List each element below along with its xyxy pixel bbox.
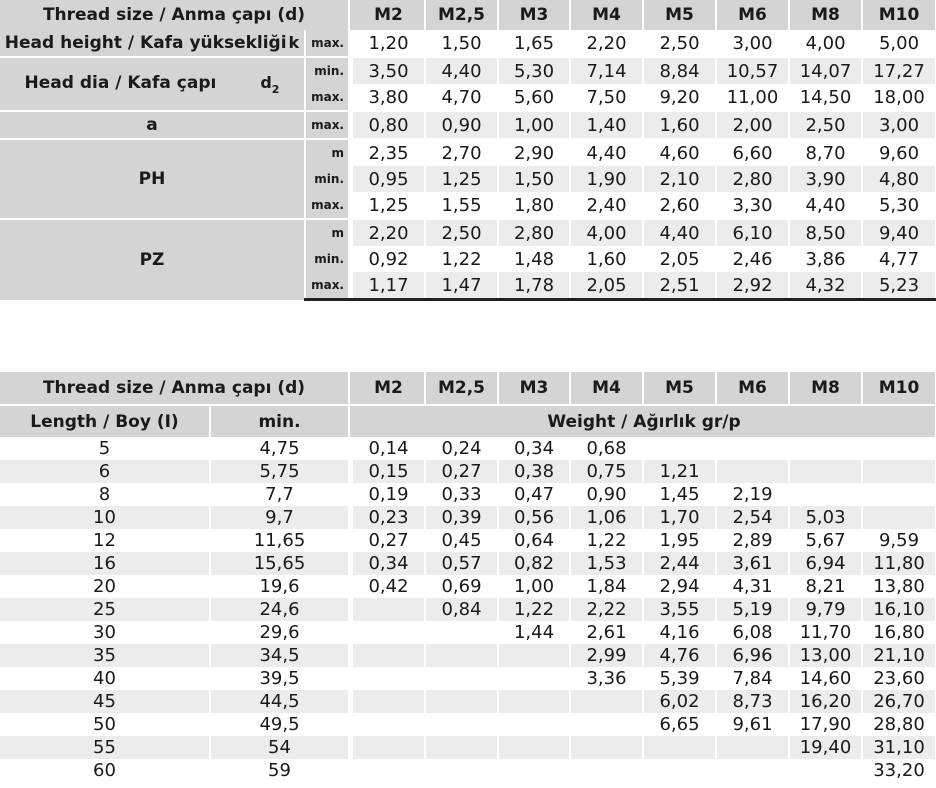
min-cell: 49,5	[210, 713, 349, 736]
weight-row	[0, 621, 936, 644]
weight-cell	[789, 483, 862, 506]
value-cell: 4,00	[789, 30, 862, 57]
head-height-text: Head height / Kafa yüksekliği	[4, 33, 287, 53]
value-cell: 4,77	[862, 246, 936, 272]
head-dia-text: Head dia / Kafa çapı	[24, 72, 217, 93]
weight-row	[0, 506, 936, 529]
min-cell: 29,6	[210, 621, 349, 644]
qualifier-label: min.	[305, 246, 349, 272]
weight-cell	[353, 667, 425, 690]
weight-cell: 1,70	[643, 506, 716, 529]
weight-row	[0, 598, 936, 621]
weight-cell: 0,27	[425, 460, 498, 483]
dimensions-body	[0, 0, 936, 300]
weight-cell	[353, 736, 425, 759]
head-dia-symbol-main: d	[260, 72, 272, 92]
weight-cell: 1,00	[498, 575, 570, 598]
value-cell: 9,40	[862, 219, 936, 246]
weight-cell	[425, 644, 498, 667]
weight-cell: 3,55	[643, 598, 716, 621]
min-cell: 39,5	[210, 667, 349, 690]
qualifier-label: max.	[305, 30, 349, 57]
weight-cell: 4,16	[643, 621, 716, 644]
value-cell: 1,60	[570, 246, 643, 272]
weights-subheader-row	[0, 405, 936, 437]
value-cell: 0,92	[353, 246, 425, 272]
value-cell: 1,55	[425, 192, 498, 219]
size-header: M6	[716, 0, 789, 30]
head-height-row	[0, 30, 936, 57]
weight-cell: 1,53	[570, 552, 643, 575]
value-cell: 2,46	[716, 246, 789, 272]
weight-cell: 0,82	[498, 552, 570, 575]
weight-cell: 8,73	[716, 690, 789, 713]
length-cell: 30	[0, 621, 210, 644]
size-header: M5	[643, 0, 716, 30]
weight-cell	[498, 713, 570, 736]
weight-cell: 2,19	[716, 483, 789, 506]
weight-cell	[498, 736, 570, 759]
qualifier-label: min.	[305, 57, 349, 84]
weight-cell: 17,90	[789, 713, 862, 736]
length-cell: 40	[0, 667, 210, 690]
weight-cell: 0,69	[425, 575, 498, 598]
size-header: M2,5	[425, 372, 498, 405]
weight-cell: 4,76	[643, 644, 716, 667]
weight-cell	[862, 506, 936, 529]
weight-label: Weight / Ağırlık gr/p	[353, 405, 936, 437]
weight-cell: 0,34	[353, 552, 425, 575]
weight-cell	[716, 437, 789, 460]
size-header: M3	[498, 372, 570, 405]
weight-cell	[353, 644, 425, 667]
value-cell: 3,00	[862, 111, 936, 139]
value-cell: 4,80	[862, 166, 936, 192]
weight-cell: 16,80	[862, 621, 936, 644]
weight-cell: 0,38	[498, 460, 570, 483]
weight-cell: 0,27	[353, 529, 425, 552]
value-cell: 14,50	[789, 84, 862, 111]
weight-cell	[353, 621, 425, 644]
weight-row	[0, 736, 936, 759]
min-cell: 24,6	[210, 598, 349, 621]
value-cell: 1,78	[498, 272, 570, 300]
value-cell: 1,47	[425, 272, 498, 300]
size-header: M2	[353, 372, 425, 405]
a-row	[0, 111, 936, 139]
weight-cell	[789, 759, 862, 782]
weight-cell: 6,65	[643, 713, 716, 736]
weight-cell	[716, 460, 789, 483]
min-cell: 15,65	[210, 552, 349, 575]
weight-cell	[643, 437, 716, 460]
length-cell: 60	[0, 759, 210, 782]
pz-label: PZ	[0, 219, 305, 300]
head-height-symbol: k	[288, 33, 300, 52]
weight-cell: 0,33	[425, 483, 498, 506]
weight-cell: 1,22	[498, 598, 570, 621]
weight-row	[0, 483, 936, 506]
value-cell: 2,51	[643, 272, 716, 300]
qualifier-label: max.	[305, 272, 349, 300]
min-cell: 19,6	[210, 575, 349, 598]
weight-row	[0, 575, 936, 598]
weight-cell: 0,56	[498, 506, 570, 529]
length-cell: 6	[0, 460, 210, 483]
weight-cell: 1,44	[498, 621, 570, 644]
weight-cell	[498, 667, 570, 690]
weight-cell: 31,10	[862, 736, 936, 759]
value-cell: 6,60	[716, 139, 789, 166]
value-cell: 1,40	[570, 111, 643, 139]
weight-cell: 19,40	[789, 736, 862, 759]
value-cell: 2,05	[643, 246, 716, 272]
weight-cell	[789, 437, 862, 460]
weight-cell	[425, 736, 498, 759]
weight-cell	[716, 759, 789, 782]
weight-cell: 2,99	[570, 644, 643, 667]
value-cell: 2,80	[498, 219, 570, 246]
weight-cell	[789, 460, 862, 483]
weight-cell	[570, 713, 643, 736]
qualifier-label: m	[305, 219, 349, 246]
value-cell: 2,00	[716, 111, 789, 139]
value-cell: 4,70	[425, 84, 498, 111]
weight-cell: 6,96	[716, 644, 789, 667]
weight-cell	[862, 483, 936, 506]
weight-row	[0, 690, 936, 713]
dimensions-table	[0, 0, 936, 301]
weight-cell: 0,14	[353, 437, 425, 460]
head-dia-row	[0, 57, 936, 84]
weights-body	[0, 372, 936, 782]
weight-cell: 0,84	[425, 598, 498, 621]
value-cell: 4,40	[643, 219, 716, 246]
weight-cell: 3,61	[716, 552, 789, 575]
value-cell: 8,84	[643, 57, 716, 84]
qualifier-label: min.	[305, 166, 349, 192]
weight-cell: 0,19	[353, 483, 425, 506]
weight-cell	[425, 690, 498, 713]
value-cell: 17,27	[862, 57, 936, 84]
weight-cell: 1,95	[643, 529, 716, 552]
value-cell: 8,70	[789, 139, 862, 166]
weight-cell: 11,80	[862, 552, 936, 575]
weight-row	[0, 644, 936, 667]
value-cell: 2,70	[425, 139, 498, 166]
weight-cell: 2,61	[570, 621, 643, 644]
value-cell: 4,32	[789, 272, 862, 300]
size-header: M6	[716, 372, 789, 405]
length-label: Length / Boy (I)	[0, 405, 210, 437]
weight-cell: 0,90	[570, 483, 643, 506]
value-cell: 2,35	[353, 139, 425, 166]
min-cell: 44,5	[210, 690, 349, 713]
weight-cell: 2,44	[643, 552, 716, 575]
value-cell: 1,50	[498, 166, 570, 192]
weight-cell: 0,75	[570, 460, 643, 483]
qualifier-label: max.	[305, 84, 349, 111]
weight-cell: 1,06	[570, 506, 643, 529]
weight-cell: 8,21	[789, 575, 862, 598]
min-label: min.	[210, 405, 349, 437]
dimensions-header-row	[0, 0, 936, 30]
head-dia-label	[0, 57, 305, 111]
weight-row	[0, 460, 936, 483]
weight-cell	[862, 437, 936, 460]
value-cell: 10,57	[716, 57, 789, 84]
value-cell: 3,90	[789, 166, 862, 192]
value-cell: 14,07	[789, 57, 862, 84]
length-cell: 10	[0, 506, 210, 529]
weight-cell: 5,67	[789, 529, 862, 552]
weight-cell: 13,80	[862, 575, 936, 598]
value-cell: 9,60	[862, 139, 936, 166]
value-cell: 8,50	[789, 219, 862, 246]
weight-cell: 9,59	[862, 529, 936, 552]
weight-cell	[570, 736, 643, 759]
weight-row	[0, 529, 936, 552]
size-header: M8	[789, 0, 862, 30]
value-cell: 2,90	[498, 139, 570, 166]
a-label: a	[0, 111, 305, 139]
value-cell: 7,14	[570, 57, 643, 84]
value-cell: 1,22	[425, 246, 498, 272]
weight-cell	[353, 713, 425, 736]
weight-cell	[643, 736, 716, 759]
value-cell: 2,10	[643, 166, 716, 192]
value-cell: 1,25	[353, 192, 425, 219]
value-cell: 5,30	[498, 57, 570, 84]
value-cell: 4,00	[570, 219, 643, 246]
value-cell: 4,40	[570, 139, 643, 166]
size-header: M5	[643, 372, 716, 405]
value-cell: 1,50	[425, 30, 498, 57]
weight-cell: 1,21	[643, 460, 716, 483]
length-cell: 5	[0, 437, 210, 460]
weight-cell: 33,20	[862, 759, 936, 782]
thread-size-label: Thread size / Anma çapı (d)	[0, 372, 349, 405]
value-cell: 3,30	[716, 192, 789, 219]
value-cell: 5,00	[862, 30, 936, 57]
weight-cell	[425, 713, 498, 736]
weight-cell: 2,22	[570, 598, 643, 621]
value-cell: 2,20	[353, 219, 425, 246]
weight-cell	[498, 759, 570, 782]
weight-cell	[862, 460, 936, 483]
weight-cell: 2,89	[716, 529, 789, 552]
size-header: M4	[570, 372, 643, 405]
weight-cell: 9,61	[716, 713, 789, 736]
weight-cell: 23,60	[862, 667, 936, 690]
weight-cell: 6,08	[716, 621, 789, 644]
weight-cell	[353, 759, 425, 782]
weight-cell: 6,02	[643, 690, 716, 713]
qualifier-label: max.	[305, 111, 349, 139]
weight-cell	[570, 690, 643, 713]
weight-cell: 11,70	[789, 621, 862, 644]
weight-cell: 0,57	[425, 552, 498, 575]
weight-cell: 0,15	[353, 460, 425, 483]
weight-cell: 1,45	[643, 483, 716, 506]
length-cell: 12	[0, 529, 210, 552]
value-cell: 3,80	[353, 84, 425, 111]
size-header: M2	[353, 0, 425, 30]
size-header: M8	[789, 372, 862, 405]
weight-cell	[353, 598, 425, 621]
weight-row	[0, 713, 936, 736]
head-dia-symbol-sub: 2	[271, 82, 280, 96]
length-cell: 25	[0, 598, 210, 621]
weight-cell: 16,10	[862, 598, 936, 621]
weights-table	[0, 372, 936, 782]
length-cell: 50	[0, 713, 210, 736]
size-header: M10	[862, 0, 936, 30]
weight-cell: 0,47	[498, 483, 570, 506]
value-cell: 3,00	[716, 30, 789, 57]
value-cell: 1,65	[498, 30, 570, 57]
weight-cell	[425, 759, 498, 782]
value-cell: 4,60	[643, 139, 716, 166]
value-cell: 2,80	[716, 166, 789, 192]
weight-cell: 4,31	[716, 575, 789, 598]
size-header: M3	[498, 0, 570, 30]
weight-cell: 26,70	[862, 690, 936, 713]
value-cell: 7,50	[570, 84, 643, 111]
value-cell: 3,86	[789, 246, 862, 272]
value-cell: 1,48	[498, 246, 570, 272]
value-cell: 11,00	[716, 84, 789, 111]
weight-row	[0, 552, 936, 575]
value-cell: 0,95	[353, 166, 425, 192]
weight-cell	[353, 690, 425, 713]
value-cell: 1,80	[498, 192, 570, 219]
value-cell: 1,25	[425, 166, 498, 192]
length-cell: 8	[0, 483, 210, 506]
weight-cell: 1,22	[570, 529, 643, 552]
length-cell: 16	[0, 552, 210, 575]
weight-cell: 0,24	[425, 437, 498, 460]
weight-cell: 1,84	[570, 575, 643, 598]
value-cell: 2,92	[716, 272, 789, 300]
value-cell: 0,80	[353, 111, 425, 139]
value-cell: 2,50	[425, 219, 498, 246]
weight-cell: 9,79	[789, 598, 862, 621]
size-header: M4	[570, 0, 643, 30]
weight-cell	[643, 759, 716, 782]
size-header: M10	[862, 372, 936, 405]
qualifier-label: m	[305, 139, 349, 166]
weight-row	[0, 437, 936, 460]
weights-header-row	[0, 372, 936, 405]
value-cell: 3,50	[353, 57, 425, 84]
head-height-label	[0, 30, 305, 57]
value-cell: 4,40	[789, 192, 862, 219]
value-cell: 1,60	[643, 111, 716, 139]
weight-cell: 5,03	[789, 506, 862, 529]
value-cell: 2,40	[570, 192, 643, 219]
weight-cell	[716, 736, 789, 759]
weight-cell: 0,34	[498, 437, 570, 460]
weight-cell	[425, 621, 498, 644]
weight-cell: 5,19	[716, 598, 789, 621]
value-cell: 2,50	[789, 111, 862, 139]
weight-cell: 0,64	[498, 529, 570, 552]
min-cell: 5,75	[210, 460, 349, 483]
weight-cell: 0,68	[570, 437, 643, 460]
value-cell: 4,40	[425, 57, 498, 84]
value-cell: 2,60	[643, 192, 716, 219]
weight-cell	[425, 667, 498, 690]
weight-cell: 16,20	[789, 690, 862, 713]
pz-row	[0, 219, 936, 246]
weight-cell: 0,45	[425, 529, 498, 552]
value-cell: 5,30	[862, 192, 936, 219]
min-cell: 7,7	[210, 483, 349, 506]
value-cell: 2,05	[570, 272, 643, 300]
value-cell: 5,23	[862, 272, 936, 300]
head-dia-symbol	[260, 72, 280, 96]
weight-cell: 28,80	[862, 713, 936, 736]
min-cell: 11,65	[210, 529, 349, 552]
weight-cell	[498, 644, 570, 667]
weight-cell: 0,39	[425, 506, 498, 529]
weight-cell: 5,39	[643, 667, 716, 690]
ph-row	[0, 139, 936, 166]
weight-cell: 2,54	[716, 506, 789, 529]
min-cell: 34,5	[210, 644, 349, 667]
value-cell: 9,20	[643, 84, 716, 111]
value-cell: 6,10	[716, 219, 789, 246]
min-cell: 4,75	[210, 437, 349, 460]
thread-size-label: Thread size / Anma çapı (d)	[0, 0, 349, 30]
weight-cell: 3,36	[570, 667, 643, 690]
length-cell: 45	[0, 690, 210, 713]
weight-cell: 21,10	[862, 644, 936, 667]
weight-cell: 13,00	[789, 644, 862, 667]
length-cell: 35	[0, 644, 210, 667]
value-cell: 2,20	[570, 30, 643, 57]
value-cell: 5,60	[498, 84, 570, 111]
weight-cell: 0,23	[353, 506, 425, 529]
min-cell: 9,7	[210, 506, 349, 529]
qualifier-label: max.	[305, 192, 349, 219]
weight-cell	[498, 690, 570, 713]
size-header: M2,5	[425, 0, 498, 30]
weight-cell	[570, 759, 643, 782]
value-cell: 2,50	[643, 30, 716, 57]
value-cell: 1,17	[353, 272, 425, 300]
weight-row	[0, 759, 936, 782]
value-cell: 1,00	[498, 111, 570, 139]
value-cell: 1,20	[353, 30, 425, 57]
weight-cell: 7,84	[716, 667, 789, 690]
weight-cell: 6,94	[789, 552, 862, 575]
ph-label: PH	[0, 139, 305, 219]
value-cell: 0,90	[425, 111, 498, 139]
value-cell: 1,90	[570, 166, 643, 192]
weight-cell: 14,60	[789, 667, 862, 690]
min-cell: 54	[210, 736, 349, 759]
weight-cell: 0,42	[353, 575, 425, 598]
weight-row	[0, 667, 936, 690]
length-cell: 55	[0, 736, 210, 759]
weight-cell: 2,94	[643, 575, 716, 598]
min-cell: 59	[210, 759, 349, 782]
length-cell: 20	[0, 575, 210, 598]
value-cell: 18,00	[862, 84, 936, 111]
